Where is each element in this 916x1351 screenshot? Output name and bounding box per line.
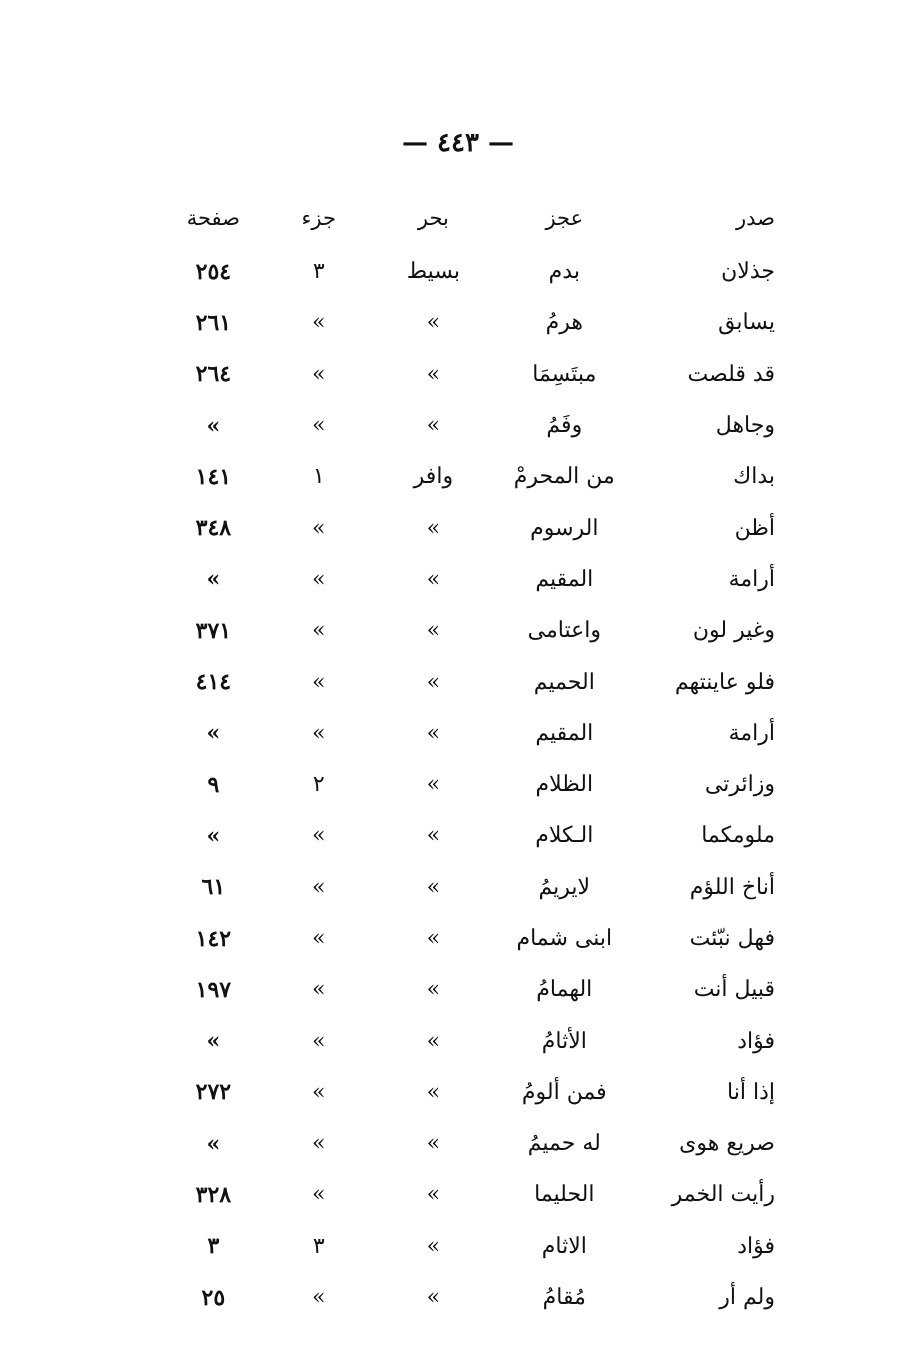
table-row bbox=[165, 400, 775, 451]
cell-bahr: » bbox=[426, 1285, 441, 1311]
table-row bbox=[165, 759, 775, 810]
cell-bahr: بسيط bbox=[406, 259, 461, 285]
cell-ajz: الهمامُ bbox=[536, 977, 593, 1003]
cell-bahr: » bbox=[426, 1233, 441, 1259]
table-row bbox=[165, 656, 775, 707]
header-row bbox=[165, 190, 775, 246]
cell-bahr: » bbox=[426, 926, 441, 951]
cell-ajz: الأثامُ bbox=[541, 1028, 587, 1054]
table-row bbox=[165, 349, 775, 400]
table-row bbox=[165, 1169, 775, 1220]
cell-sadr: أناخ اللؤم bbox=[689, 874, 775, 900]
cell-page: ٣٢٨ bbox=[195, 1181, 232, 1208]
cell-sadr: ملومكما bbox=[701, 823, 775, 849]
header-sadr: صدر bbox=[736, 206, 775, 230]
cell-sadr: فلو عاينتهم bbox=[674, 669, 775, 695]
cell-juz: » bbox=[312, 1079, 326, 1105]
cell-page: ٢٥ bbox=[201, 1284, 226, 1311]
cell-sadr: وغير لون bbox=[692, 618, 775, 644]
page-number: — ٤٤٣ — bbox=[401, 128, 515, 158]
cell-sadr: أرامة bbox=[728, 720, 775, 746]
cell-bahr: وافر bbox=[413, 464, 454, 490]
table-row bbox=[165, 1221, 775, 1272]
cell-sadr: أظن bbox=[734, 515, 775, 541]
table-row bbox=[165, 1067, 775, 1118]
cell-ajz: مُقامُ bbox=[542, 1285, 586, 1311]
cell-sadr: وجاهل bbox=[715, 413, 775, 439]
table-row bbox=[165, 1118, 775, 1169]
cell-page: » bbox=[206, 720, 221, 747]
cell-bahr: » bbox=[426, 1131, 441, 1157]
cell-sadr: جذلان bbox=[721, 259, 775, 285]
cell-juz: » bbox=[312, 310, 326, 336]
cell-juz: » bbox=[312, 926, 326, 951]
cell-ajz: وفَمُ bbox=[546, 413, 583, 439]
cell-sadr: رأيت الخمر bbox=[671, 1182, 775, 1208]
cell-juz: » bbox=[312, 669, 326, 695]
cell-ajz: الـكلام bbox=[535, 823, 594, 849]
cell-bahr: » bbox=[426, 310, 441, 336]
cell-ajz: واعتامى bbox=[527, 618, 601, 644]
cell-bahr: » bbox=[426, 1028, 441, 1054]
table-row bbox=[165, 1015, 775, 1066]
cell-page: ١٤٢ bbox=[195, 925, 232, 952]
cell-bahr: » bbox=[426, 618, 441, 644]
cell-sadr: قبيل أنت bbox=[693, 977, 775, 1003]
cell-ajz: لايريمُ bbox=[538, 874, 591, 900]
table-row bbox=[165, 451, 775, 502]
cell-page: ٩ bbox=[207, 771, 220, 798]
cell-juz: » bbox=[312, 720, 326, 746]
cell-ajz: الحليما bbox=[534, 1182, 595, 1208]
table-row bbox=[165, 964, 775, 1015]
cell-juz: » bbox=[312, 874, 326, 900]
cell-bahr: » bbox=[426, 977, 441, 1003]
cell-page: ٦١ bbox=[201, 874, 226, 901]
cell-juz: » bbox=[312, 1131, 326, 1157]
cell-sadr: قد قلصت bbox=[687, 361, 775, 387]
cell-ajz: فمن ألومُ bbox=[521, 1079, 607, 1105]
cell-bahr: » bbox=[426, 772, 441, 798]
cell-juz: » bbox=[312, 823, 326, 849]
cell-ajz: المقيم bbox=[535, 566, 594, 592]
cell-page: ٢٦٤ bbox=[195, 361, 232, 388]
cell-bahr: » bbox=[426, 669, 441, 695]
cell-sadr: ولم أر bbox=[719, 1285, 775, 1311]
cell-page: ٣ bbox=[207, 1233, 220, 1260]
verse-index-table bbox=[165, 190, 775, 1323]
cell-ajz: مبتَسِمَا bbox=[532, 361, 597, 387]
table-row bbox=[165, 862, 775, 913]
cell-sadr: فهل نبّئت bbox=[689, 926, 775, 951]
cell-sadr: صريع هوى bbox=[679, 1131, 775, 1157]
cell-juz: ٣ bbox=[312, 259, 325, 285]
cell-ajz: بدم bbox=[548, 259, 580, 285]
cell-page: ٣٤٨ bbox=[195, 515, 232, 542]
cell-juz: ٣ bbox=[312, 1233, 325, 1259]
table-row bbox=[165, 708, 775, 759]
table-row bbox=[165, 246, 775, 297]
cell-juz: » bbox=[312, 1285, 326, 1311]
cell-ajz: له حميمُ bbox=[527, 1131, 601, 1157]
cell-page: ١٩٧ bbox=[195, 976, 232, 1003]
table-row bbox=[165, 554, 775, 605]
cell-page: » bbox=[206, 412, 221, 439]
table-body bbox=[165, 246, 775, 1323]
cell-bahr: » bbox=[426, 1182, 441, 1208]
table-row bbox=[165, 502, 775, 553]
cell-sadr: يسابق bbox=[718, 310, 775, 336]
cell-juz: » bbox=[312, 515, 326, 541]
cell-juz: » bbox=[312, 566, 326, 592]
cell-ajz: المقيم bbox=[535, 720, 594, 746]
cell-bahr: » bbox=[426, 361, 441, 387]
table-row bbox=[165, 1272, 775, 1323]
cell-ajz: الحميم bbox=[533, 669, 595, 695]
cell-page: ٢٦١ bbox=[195, 309, 232, 336]
cell-bahr: » bbox=[426, 413, 441, 439]
cell-bahr: » bbox=[426, 874, 441, 900]
cell-ajz: الاثام bbox=[541, 1233, 587, 1259]
cell-juz: » bbox=[312, 977, 326, 1003]
cell-ajz: ابنى شمام bbox=[516, 926, 613, 951]
cell-bahr: » bbox=[426, 566, 441, 592]
header-juz: جزء bbox=[301, 206, 336, 230]
cell-juz: » bbox=[312, 413, 326, 439]
table-row bbox=[165, 913, 775, 964]
cell-page: » bbox=[206, 566, 221, 593]
cell-sadr: فؤاد bbox=[737, 1233, 775, 1259]
cell-sadr: إذا أنا bbox=[727, 1079, 775, 1105]
cell-page: ٤١٤ bbox=[195, 669, 232, 696]
cell-page: » bbox=[206, 1028, 221, 1055]
header-page: صفحة bbox=[186, 206, 241, 230]
cell-ajz: الظلام bbox=[535, 772, 594, 798]
cell-bahr: » bbox=[426, 1079, 441, 1105]
cell-juz: » bbox=[312, 361, 326, 387]
cell-bahr: » bbox=[426, 515, 441, 541]
table-row bbox=[165, 605, 775, 656]
cell-sadr: بداك bbox=[733, 464, 775, 490]
cell-ajz: الرسوم bbox=[530, 515, 599, 541]
cell-sadr: أرامة bbox=[728, 566, 775, 592]
cell-bahr: » bbox=[426, 823, 441, 849]
table-row bbox=[165, 297, 775, 348]
cell-juz: » bbox=[312, 1028, 326, 1054]
header-bahr: بحر bbox=[417, 206, 449, 230]
cell-page: ١٤١ bbox=[195, 463, 232, 490]
cell-ajz: من المحرمْ bbox=[513, 464, 615, 490]
cell-page: » bbox=[206, 822, 221, 849]
cell-sadr: فؤاد bbox=[737, 1028, 775, 1054]
cell-juz: ١ bbox=[312, 464, 325, 490]
cell-page: ٢٥٤ bbox=[195, 258, 232, 285]
cell-juz: » bbox=[312, 1182, 326, 1208]
cell-page: ٣٧١ bbox=[195, 617, 232, 644]
cell-bahr: » bbox=[426, 720, 441, 746]
cell-page: » bbox=[206, 1130, 221, 1157]
cell-page: ٢٧٢ bbox=[195, 1079, 232, 1106]
cell-juz: ٢ bbox=[312, 772, 325, 798]
cell-sadr: وزائرتى bbox=[704, 772, 775, 798]
cell-ajz: هرمُ bbox=[545, 310, 583, 336]
header-ajz: عجز bbox=[545, 206, 584, 230]
table-row bbox=[165, 810, 775, 861]
cell-juz: » bbox=[312, 618, 326, 644]
